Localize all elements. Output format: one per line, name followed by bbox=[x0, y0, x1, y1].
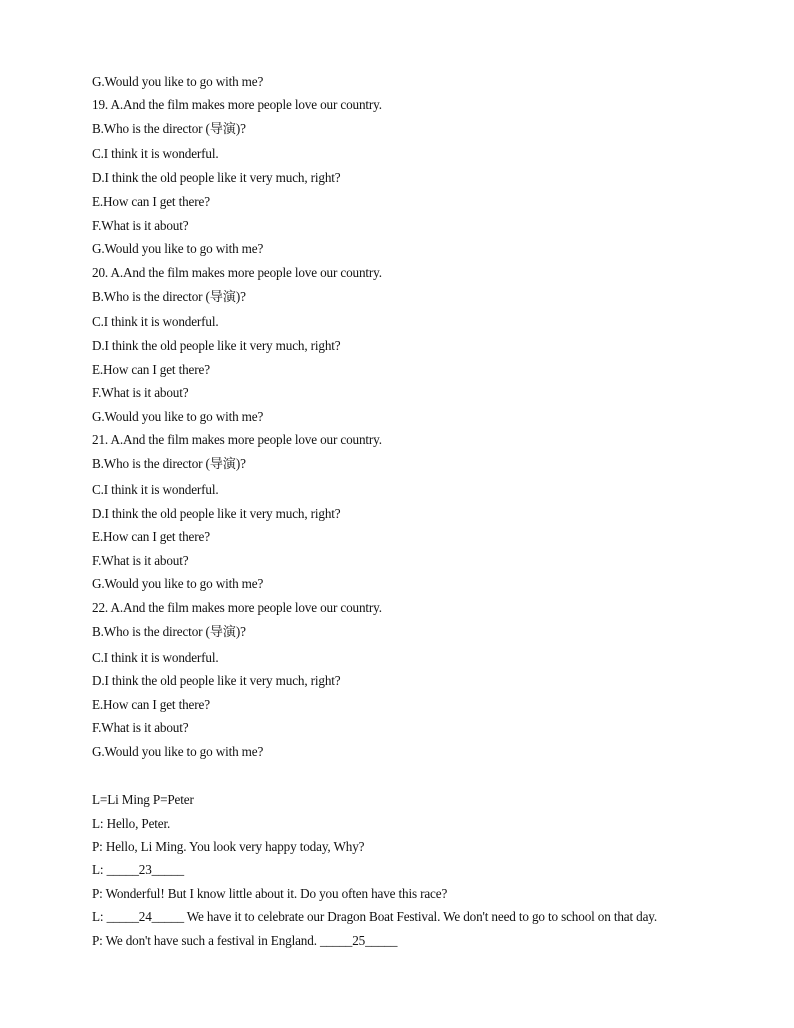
option-line: B.Who is the director (导演)? bbox=[92, 289, 246, 304]
option-line: C.I think it is wonderful. bbox=[92, 146, 219, 161]
question-19-line: 19. A.And the film makes more people love our country. bbox=[92, 97, 382, 112]
question-22-line: 22. A.And the film makes more people love our country. bbox=[92, 600, 382, 615]
option-line: E.How can I get there? bbox=[92, 194, 210, 209]
option-line: D.I think the old people like it very much, right? bbox=[92, 673, 341, 688]
option-line: G.Would you like to go with me? bbox=[92, 576, 264, 591]
option-line: F.What is it about? bbox=[92, 385, 189, 400]
option-line: D.I think the old people like it very much, right? bbox=[92, 170, 341, 185]
dialogue-line: L: Hello, Peter. bbox=[92, 816, 171, 831]
option-line: F.What is it about? bbox=[92, 218, 189, 233]
question-20-line: 20. A.And the film makes more people love our country. bbox=[92, 265, 382, 280]
option-line: G.Would you like to go with me? bbox=[92, 409, 264, 424]
option-line: D.I think the old people like it very much, right? bbox=[92, 506, 341, 521]
option-line: F.What is it about? bbox=[92, 553, 189, 568]
question-21-line: 21. A.And the film makes more people love our country. bbox=[92, 432, 382, 447]
option-line: C.I think it is wonderful. bbox=[92, 482, 219, 497]
dialogue-line: P: Wonderful! But I know little about it. Do you often have this race? bbox=[92, 886, 448, 901]
dialogue-line: P: Hello, Li Ming. You look very happy today, Why? bbox=[92, 839, 365, 854]
option-line: C.I think it is wonderful. bbox=[92, 650, 219, 665]
option-line: G.Would you like to go with me? bbox=[92, 74, 264, 89]
dialogue-blank-23-line: L: _____23_____ bbox=[92, 862, 184, 877]
option-line: B.Who is the director (导演)? bbox=[92, 456, 246, 471]
dialogue-blank-24-line: L: _____24_____ We have it to celebrate our Dragon Boat Festival. We don't need to go to school on that day. bbox=[92, 909, 658, 924]
option-line: F.What is it about? bbox=[92, 720, 189, 735]
speaker-key-line: L=Li Ming P=Peter bbox=[92, 792, 194, 807]
option-line: B.Who is the director (导演)? bbox=[92, 624, 246, 639]
option-line: B.Who is the director (导演)? bbox=[92, 121, 246, 136]
option-line: C.I think it is wonderful. bbox=[92, 314, 219, 329]
option-line: D.I think the old people like it very much, right? bbox=[92, 338, 341, 353]
option-line: E.How can I get there? bbox=[92, 697, 210, 712]
option-line: E.How can I get there? bbox=[92, 529, 210, 544]
option-line: G.Would you like to go with me? bbox=[92, 241, 264, 256]
dialogue-blank-25-line: P: We don't have such a festival in England. _____25_____ bbox=[92, 933, 398, 948]
option-line: E.How can I get there? bbox=[92, 362, 210, 377]
option-line: G.Would you like to go with me? bbox=[92, 744, 264, 759]
